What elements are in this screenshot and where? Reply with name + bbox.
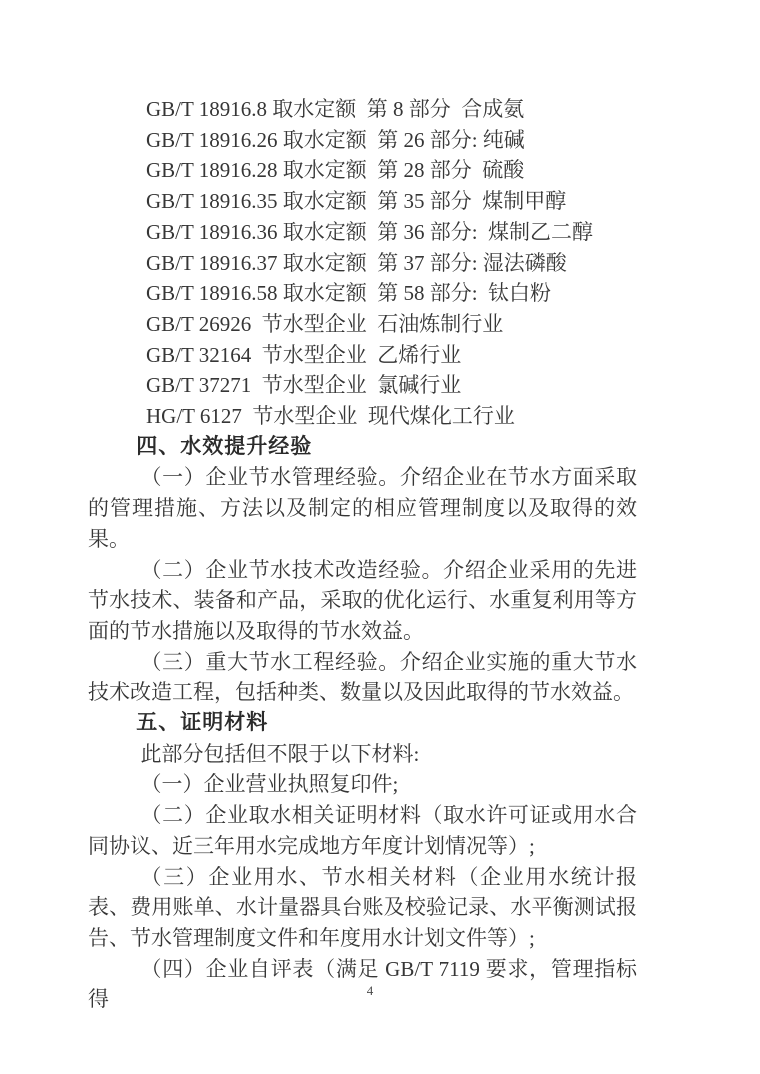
paragraph: （三）重大节水工程经验。介绍企业实施的重大节水技术改造工程，包括种类、数量以及因此取得的节水效益。 [88, 649, 637, 705]
paragraph: （二）企业取水相关证明材料（取水许可证或用水合同协议、近三年用水完成地方年度计划情况等）; [88, 803, 637, 858]
standard-line: GB/T 32164 节水型企业 乙烯行业 [146, 342, 462, 367]
paragraph: （四）企业自评表（满足 GB/T 7119 要求，管理指标得 [88, 956, 637, 1012]
page-content [88, 94, 637, 1015]
standard-line: GB/T 37271 节水型企业 氯碱行业 [146, 373, 462, 398]
section-heading: 五、证明材料 [136, 711, 269, 735]
standard-line: GB/T 18916.28 取水定额 第 28 部分 硫酸 [146, 158, 525, 183]
section-supporting-materials [88, 708, 637, 1015]
standard-line: HG/T 6127 节水型企业 现代煤化工行业 [146, 404, 515, 429]
standard-line: GB/T 26926 节水型企业 石油炼制行业 [146, 311, 504, 336]
paragraph: 此部分包括但不限于以下材料: [140, 741, 420, 766]
page-number: 4 [366, 983, 374, 998]
paragraph: （一）企业节水管理经验。介绍企业在节水方面采取的管理措施、方法以及制定的相应管理制度以及取得的效果。 [88, 465, 637, 551]
paragraph: （二）企业节水技术改造经验。介绍企业采用的先进节水技术、装备和产品，采取的优化运行、水重复利用等方面的节水措施以及取得的节水效益。 [88, 557, 637, 643]
standards-list [88, 94, 637, 432]
section-heading: 四、水效提升经验 [136, 434, 313, 458]
section-water-efficiency-experience [88, 432, 637, 708]
paragraph: （三）企业用水、节水相关材料（企业用水统计报表、费用账单、水计量器具台账及校验记录、水平衡测试报告、节水管理制度文件和年度用水计划文件等）; [88, 864, 637, 950]
paragraph: （一）企业营业执照复印件; [140, 772, 399, 797]
standard-line: GB/T 18916.35 取水定额 第 35 部分 煤制甲醇 [146, 189, 567, 214]
standard-line: GB/T 18916.58 取水定额 第 58 部分: 钛白粉 [146, 281, 552, 306]
standard-line: GB/T 18916.8 取水定额 第 8 部分 合成氨 [146, 97, 525, 121]
standard-line: GB/T 18916.36 取水定额 第 36 部分: 煤制乙二醇 [146, 219, 594, 244]
standard-line: GB/T 18916.26 取水定额 第 26 部分: 纯碱 [146, 127, 525, 152]
standard-line: GB/T 18916.37 取水定额 第 37 部分: 湿法磷酸 [146, 250, 567, 275]
